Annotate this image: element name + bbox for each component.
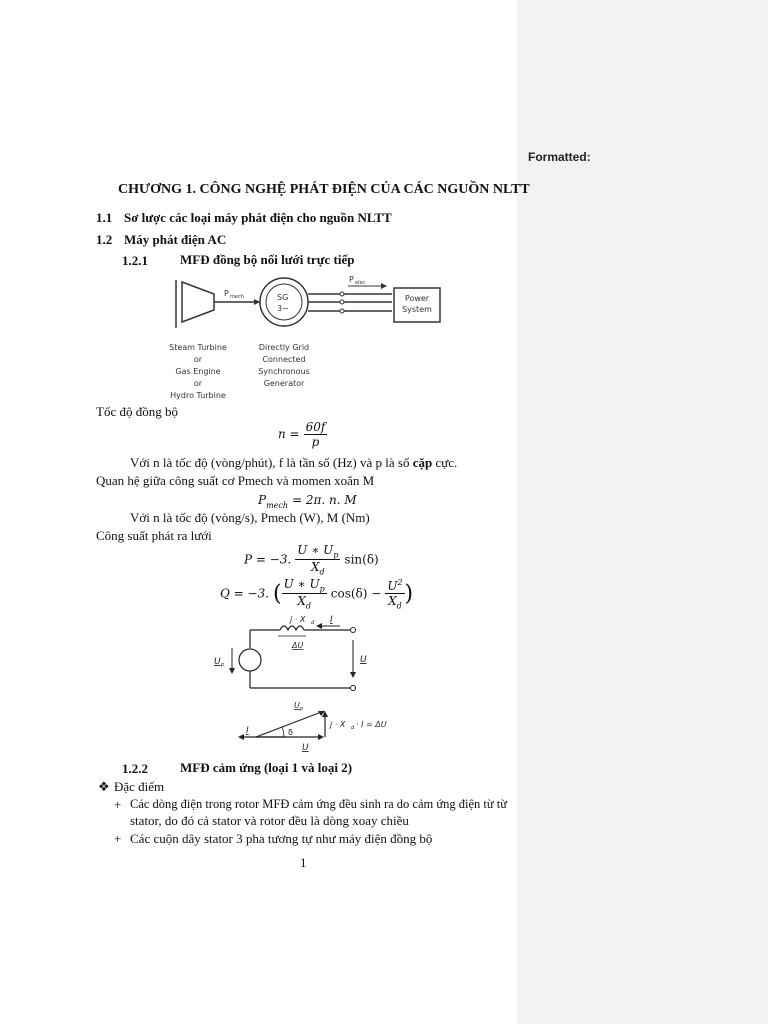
turbine-caption-3: Gas Engine [175,367,221,376]
equation-p: P = −3. $\frac{U ∗ U_p}{X_d}$ sin(δ) [244,543,379,577]
generator-caption-2: Connected [262,355,306,364]
power-label: Công suất phát ra lưới [96,528,212,543]
current-label: I [330,615,333,625]
turbine-caption-1: Steam Turbine [169,343,227,352]
jx-sub: d [311,620,315,626]
turbine-caption-4: or [193,379,203,388]
bullet-diamond-icon: ❖ [98,779,110,794]
section-1-2-1-number: 1.2.1 [122,253,148,268]
sub-bullet-2-symbol: + [114,831,122,846]
u-label: U [360,655,367,665]
phasor-eq-sub: d [351,725,355,731]
equation-n [278,420,327,449]
section-1-2-2-number: 1.2.2 [122,761,148,776]
section-1-2-1-heading: MFĐ đồng bộ nối lưới trực tiếp [180,252,355,267]
bullet-main-text: Đặc điểm [114,779,165,794]
section-1-2-heading: Máy phát điện AC [124,232,227,247]
sg-outer-circle [260,278,308,326]
phasor-i-label: I [246,726,249,736]
sg-sub-label: 3~ [277,304,289,313]
inductor-icon [280,626,304,630]
phasor-up-label: U [294,701,300,710]
page-number: 1 [300,855,307,870]
sg-label: SG [277,293,289,302]
comment-pane-header: Formatted: [528,150,591,164]
relation-label: Quan hệ giữa công suất cơ Pmech và momen xoắn M [96,473,375,488]
generator-caption-3: Synchronous [258,367,310,376]
section-1-2-number: 1.2 [96,232,113,247]
up-label: U [214,657,221,667]
note-pmech-units: Với n là tốc độ (vòng/s), Pmech (W), M (Nm) [130,510,370,525]
p-mech-label: P [224,289,229,298]
generator-block-diagram [160,270,460,405]
sub-bullet-1-line1: Các dòng điện trong rotor MFĐ cảm ứng đều sinh ra do cảm ứng điện từ từ [130,797,508,811]
delta-angle-label: δ [288,728,293,737]
sub-bullet-1-symbol: + [114,797,122,812]
turbine-caption-5: Hydro Turbine [170,391,226,400]
section-1-2-2-heading: MFĐ cảm ứng (loại 1 và loại 2) [180,760,353,775]
note-speed-units: Với n là tốc độ (vòng/phút), f là tần số (Hz) và p là số cặp cực. [130,455,458,470]
power-system-label-2: System [402,305,432,314]
equivalent-circuit [210,612,370,694]
phasor-up-sub: p [300,706,304,712]
p-elec-sub: elec [355,280,366,286]
equation-pmech: $P_{mech} = 2\pi$. n. M [258,493,357,511]
voltage-source-icon [239,649,261,671]
sg-inner-circle [266,284,302,320]
power-system-label-1: Power [404,294,430,303]
sub-bullet-1-line2: stator, do đó cả stator và rotor đều là dòng xoay chiều [130,813,409,828]
turbine-caption-2: or [193,355,203,364]
eq-n-lhs: n = [278,427,300,442]
section-1-1-number: 1.1 [96,210,113,225]
chapter-title: CHƯƠNG 1. CÔNG NGHỆ PHÁT ĐIỆN CỦA CÁC NGUỒN NLTT [118,182,530,197]
jx-label: j · X [290,615,306,624]
sub-bullet-2-line1: Các cuộn dây stator 3 pha tương tự như máy điện đồng bộ [130,831,433,846]
phasor-eq-tail: · I = ΔU [356,720,387,729]
up-sub: p [221,662,225,668]
speed-label: Tốc độ đồng bộ [96,404,178,419]
phasor-u-label: U [302,743,309,753]
p-mech-sub: mech [230,294,244,300]
eq-n-numerator: 60f [305,420,326,434]
delta-u-label: ΔU [292,641,304,650]
phasor-eq-label: j · X [330,720,346,729]
generator-caption-1: Directly Grid [258,343,310,352]
phasor-diagram [236,697,396,753]
equation-q: Q = −3. ( $\frac{U ∗ U_p}{X_d}$ cos(δ) − $\frac{U^2}{X_d}$ ) [220,577,414,611]
turbine-shape [182,282,214,322]
eq-n-denominator: p [311,435,320,449]
section-1-1-heading: Sơ lược các loại máy phát điện cho nguồn NLTT [124,210,392,225]
generator-caption-4: Generator [263,379,305,388]
p-elec-label: P [349,275,354,284]
